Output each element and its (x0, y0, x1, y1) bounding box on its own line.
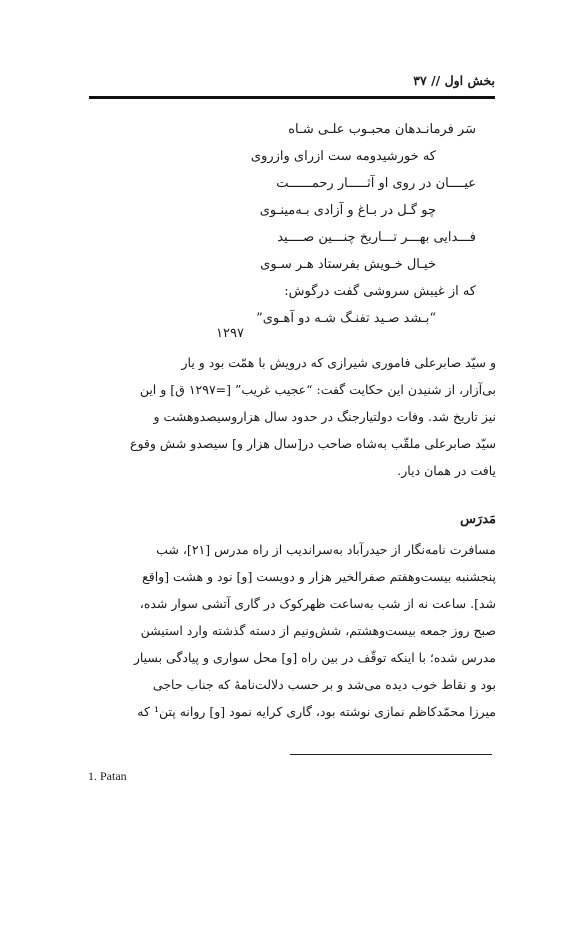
paragraph-line: شد]. ساعت نه از شب به‌ساعت ظهرکوک در گاری آتشی سوار شده، (139, 596, 496, 611)
paragraph-line: میرزا محمّدکاظم نمازی نوشته بود، گاری کرایه نمود [و] روانه پتن¹ که (137, 704, 496, 719)
paragraph-line: پنجشنبه بیست‌وهفتم صفرالخیر هزار و دویست [و] نود و هشت [واقع (142, 569, 496, 584)
paragraph-line: صبح روز جمعه بیست‌وهشتم، شش‌ونیم از دسته گذشته وارد استیشن (140, 623, 496, 638)
footnote: 1. Patan (88, 769, 127, 783)
footnote-rule (290, 754, 492, 755)
header-rule (89, 96, 495, 99)
poem (98, 116, 488, 332)
paragraph-2 (88, 536, 496, 725)
poem-verse-6: خیـال خـویش بفرستاد هـر سـوی (260, 257, 436, 272)
paragraph-line: و سیّد صابرعلی فاموری شیرازی که درویش با همّت بود و یار (181, 355, 496, 370)
paragraph-line: بود و نقاط خوب دیده می‌شد و بر حسب دلالت‌نامهٔ که جناب حاجی (152, 677, 496, 692)
paragraph-line: مسافرت نامه‌نگار از حیدرآباد به‌سراندیب از راه مدرس [۲۱]، شب (156, 542, 496, 557)
paragraph-line: بی‌آزار، از شنیدن این حکایت گفت: “عجیب غریب” [=۱۲۹۷ ق] و این (139, 382, 496, 397)
poem-verse-3: عیــــان در روی او آثـــــار رحمــــــت (276, 176, 476, 191)
paragraph-line: سیّد صابرعلی ملقّب به‌شاه صاحب در[سال هزار و] سیصدو شش وقوع (130, 436, 496, 451)
poem-verse-1: سَر فرمانـدهان محبـوب علـی شـاه (288, 122, 476, 137)
paragraph-1 (88, 349, 496, 484)
paragraph-line: مدرس شده؛ با اینکه توقّف در بین راه [و] محل سواری و پیادگی بسیار (133, 650, 496, 665)
chronogram-year: ۱۲۹۷ (216, 326, 244, 341)
poem-verse-8: “بـشد صـید تفنـگ شـه دو آهـوی” (256, 311, 436, 326)
poem-verse-5: فـــدایی بهـــر تـــاریخ چنـــین صــــید (277, 230, 476, 245)
poem-verse-7: که از غیبش سروشی گفت درگوش: (284, 284, 476, 299)
running-head: بخش اول // ۳۷ (413, 73, 495, 88)
paragraph-line: یافت در همان دیار. (397, 463, 496, 478)
paragraph-line: نیز تاریخ شد. وفات دولتیارجنگ در حدود سال هزاروسیصدوهشت و (153, 409, 496, 424)
poem-verse-2: که خورشیدو‌مه ست ازرای وازروی (250, 149, 436, 164)
section-title: مَدرَس (460, 512, 496, 527)
poem-verse-4: چو گـل در بـاغ و آزادی بـه‌مینـوی (259, 203, 436, 218)
